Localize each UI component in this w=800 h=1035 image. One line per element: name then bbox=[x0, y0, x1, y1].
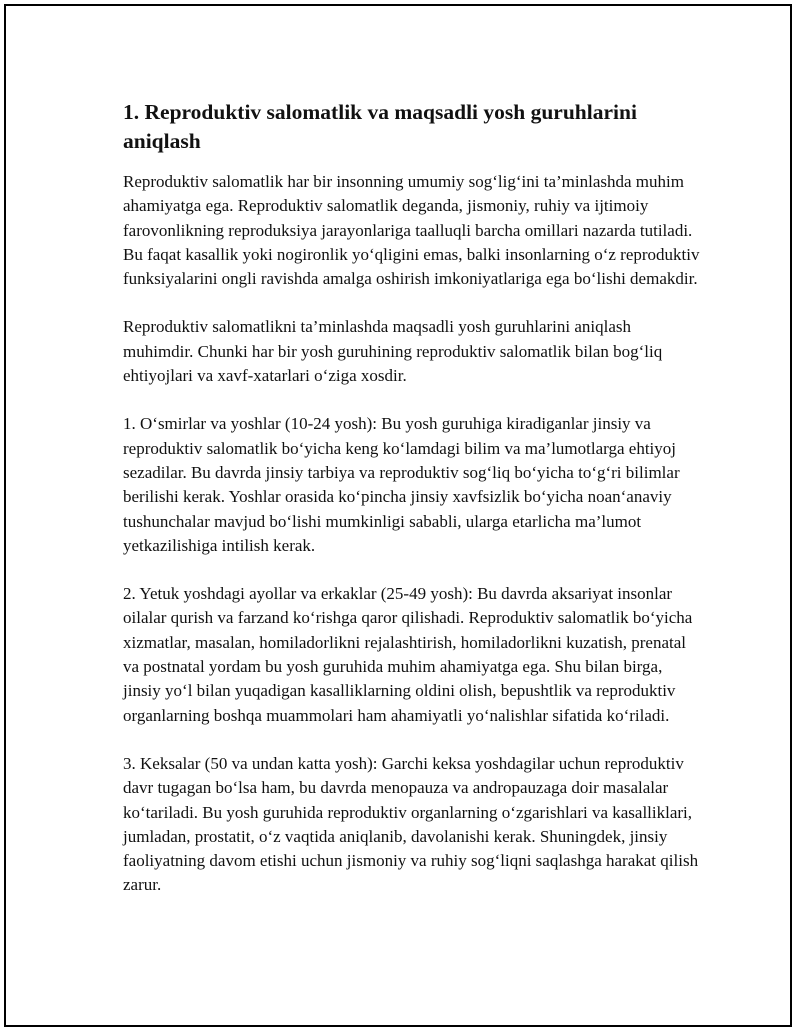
target-groups-paragraph: Reproduktiv salomatlikni ta’minlashda maqsadli yosh guruhlarini aniqlash muhimdir. Chunki har bir yosh guruhining reproduktiv salomatlik bilan bog‘liq ehtiyojlari va xavf-xatarlari o‘ziga xosdir. bbox=[123, 317, 663, 386]
section-title: 1. Reproduktiv salomatlik va maqsadli yosh guruhlarini aniqlash bbox=[123, 100, 637, 153]
elderly-paragraph: 3. Keksalar (50 va undan katta yosh): Garchi keksa yoshdagilar uchun reproduktiv davr tugagan bo‘lsa ham, bu davrda menopauza va andropauzaga doir masalalar ko‘tariladi. Bu yosh guruhida reproduktiv organlarning o‘zgarishlari va kasalliklari, jumladan, prostatit, o‘z vaqtida aniqlanib, davolanishi kerak. Shuningdek, jinsiy faoliyatning davom etishi uchun jismoniy va ruhiy sog‘liqni saqlashga harakat qilish zarur. bbox=[123, 753, 699, 895]
intro-paragraph: Reproduktiv salomatlik har bir insonning umumiy sog‘lig‘ini ta’minlashda muhim ahamiyatga ega. Reproduktiv salomatlik deganda, jismoniy, ruhiy va ijtimoiy farovonlikning reproduksiya jarayonlariga taalluqli barcha omillari nazarda tutiladi. Bu faqat kasallik yoki nogironlik yo‘qligini emas, balki insonlarning o‘z reproduktiv funksiyalarini ongli ravishda amalga oshirish imkoniyatlariga ega bo‘lishi demakdir. bbox=[123, 172, 700, 289]
adults-paragraph: 2. Yetuk yoshdagi ayollar va erkaklar (25-49 yosh): Bu davrda aksariyat insonlar oilalar qurish va farzand ko‘rishga qaror qilishadi. Reproduktiv salomatlik bo‘yicha xizmatlar, masalan, homiladorlikni rejalashtirish, homiladorlikni kuzatish, prenatal va postnatal yordam bu yosh guruhida muhim ahamiyatga ega. Shu bilan birga, jinsiy yo‘l bilan yuqadigan kasalliklarning oldini olish, bepushtlik va reproduktiv organlarning boshqa muammolari ham ahamiyatli yo‘nalishlar sifatida ko‘riladi. bbox=[123, 584, 693, 725]
adolescents-paragraph: 1. O‘smirlar va yoshlar (10-24 yosh): Bu yosh guruhiga kiradiganlar jinsiy va reproduktiv salomatlik bo‘yicha keng ko‘lamdagi bilim va ma’lumotlarga ehtiyoj sezadilar. Bu davrda jinsiy tarbiya va reproduktiv sog‘liq bo‘yicha to‘g‘ri bilimlar berilishi kerak. Yoshlar orasida ko‘pincha jinsiy xavfsizlik bo‘yicha noan‘anaviy tushunchalar mavjud bo‘lishi mumkinligi sababli, ularga etarlicha ma’lumot yetkazilishiga intilish kerak. bbox=[123, 414, 680, 555]
page-frame bbox=[4, 4, 792, 1027]
document-body bbox=[123, 98, 703, 922]
